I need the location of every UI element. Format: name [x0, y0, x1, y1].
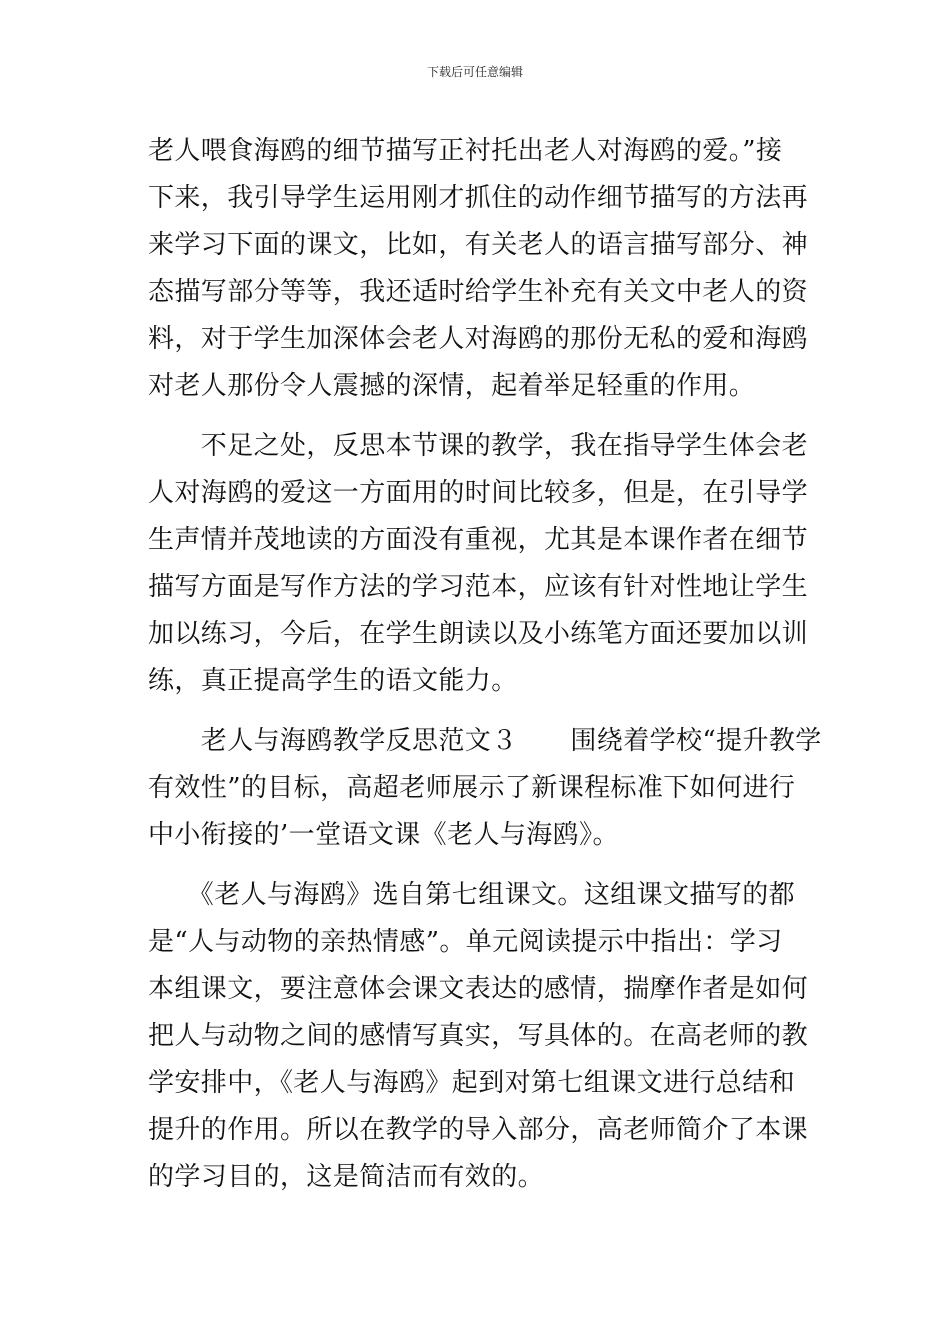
text-line: 本组课文，要注意体会课文表达的感情，揣摩作者是如何 — [148, 974, 809, 1004]
text-line: 加以练习，今后，在学生朗读以及小练笔方面还要加以训 — [148, 619, 809, 649]
paragraph-3 — [148, 718, 822, 859]
text-line: 人对海鸥的爱这一方面用的时间比较多，但是，在引导学 — [148, 478, 809, 508]
text-line: 对老人那份令人震撼的深情，起着举足轻重的作用。 — [148, 371, 756, 401]
paragraph-4 — [148, 872, 808, 1201]
text-line: 提升的作用。所以在教学的导入部分，高老师简介了本课 — [148, 1115, 809, 1145]
text-line: 料，对于学生加深体会老人对海鸥的那份无私的爱和海鸥 — [148, 324, 809, 354]
text-line: 描写方面是写作方法的学习范本，应该有针对性地让学生 — [148, 572, 809, 602]
text-line: 生声情并茂地读的方面没有重视，尤其是本课作者在细节 — [148, 525, 809, 555]
paragraph-gap — [148, 859, 808, 872]
document-body — [148, 128, 822, 1201]
text-line: 不足之处，反思本节课的教学，我在指导学生体会老 — [148, 431, 809, 461]
text-line: 把人与动物之间的感情写真实，写具体的。在高老师的教 — [148, 1021, 809, 1051]
text-line: 学安排中，《老人与海鸥》起到对第七组课文进行总结和 — [148, 1068, 796, 1098]
text-line: 有效性”的目标，高超老师展示了新课程标准下如何进行 — [148, 773, 796, 803]
text-line: 下来，我引导学生运用刚才抓住的动作细节描写的方法再 — [148, 183, 809, 213]
text-line: 老人喂食海鸥的细节描写正衬托出老人对海鸥的爱。”接 — [148, 136, 783, 166]
page-header: 下载后可任意编辑 — [426, 65, 523, 79]
text-line: 练，真正提高学生的语文能力。 — [148, 666, 518, 696]
text-line: 老人与海鸥教学反思范文３ 围绕着学校“提升教学 — [148, 726, 822, 756]
text-line: 来学习下面的课文，比如，有关老人的语言描写部分、神 — [148, 230, 809, 260]
text-line: 《老人与海鸥》选自第七组课文。这组课文描写的都 — [148, 880, 796, 910]
paragraph-1 — [148, 128, 808, 410]
paragraph-gap — [148, 410, 808, 423]
paragraph-gap — [148, 705, 808, 718]
text-line: 是“人与动物的亲热情感”。单元阅读提示中指出：学习 — [148, 927, 783, 957]
text-line: 态描写部分等等，我还适时给学生补充有关文中老人的资 — [148, 277, 809, 307]
text-line: 中小衔接的’一堂语文课《老人与海鸥》。 — [148, 820, 619, 850]
text-line: 的学习目的，这是简洁而有效的。 — [148, 1162, 545, 1192]
paragraph-2 — [148, 423, 808, 705]
